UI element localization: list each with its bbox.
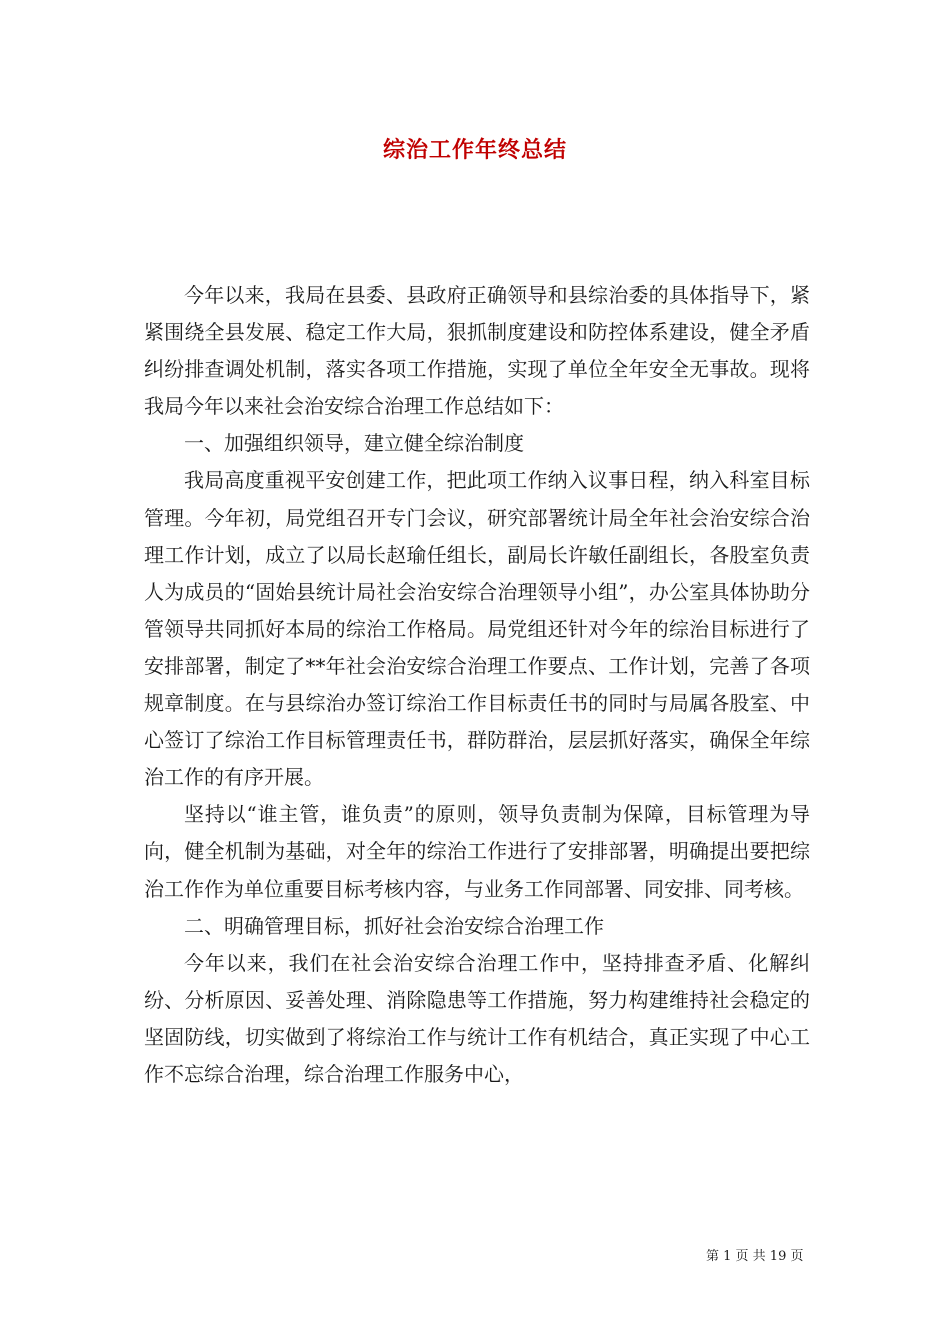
document-body [144,277,810,1093]
section-heading-2: 二、明确管理目标，抓好社会治安综合治理工作 [184,913,604,938]
paragraph-organization: 我局高度重视平安创建工作，把此项工作纳入议事日程，纳入科室目标管理。今年初，局党组召开专门会议，研究部署统计局全年社会治安综合治理工作计划，成立了以局长赵瑜任组长，副局长许敏任副组长，各股室负责人为成员的“固始县统计局社会治安综合治理领导小组”，办公室具体协助分管领导共同抓好本局的综治工作格局。局党组还针对今年的综治目标进行了安排部署，制定了**年社会治安综合治理工作要点、工作计划，完善了各项规章制度。在与县综治办签订综治工作目标责任书的同时与局属各股室、中心签订了综治工作目标管理责任书，群防群治，层层抓好落实，确保全年综治工作的有序开展。 [144,468,810,790]
paragraph-intro: 今年以来，我局在县委、县政府正确领导和县综治委的具体指导下，紧紧围绕全县发展、稳定工作大局，狠抓制度建设和防控体系建设，健全矛盾纠纷排查调处机制，落实各项工作措施，实现了单位全年安全无事故。现将我局今年以来社会治安综合治理工作总结如下： [144,283,810,419]
section-heading-1: 一、加强组织领导，建立健全综治制度 [184,431,524,456]
paragraph-management: 今年以来，我们在社会治安综合治理工作中，坚持排查矛盾、化解纠纷、分析原因、妥善处理、消除隐患等工作措施，努力构建维持社会稳定的坚固防线，切实做到了将综治工作与统计工作有机结合，真正实现了中心工作不忘综合治理，综合治理工作服务中心， [144,950,810,1086]
page-number: 第 1 页 共 19 页 [706,1249,804,1264]
document-title: 综治工作年终总结 [382,138,567,163]
paragraph-responsibility: 坚持以“谁主管，谁负责”的原则，领导负责制为保障，目标管理为导向，健全机制为基础，对全年的综治工作进行了安排部署，明确提出要把综治工作作为单位重要目标考核内容，与业务工作同部署、同安排、同考核。 [144,802,810,901]
